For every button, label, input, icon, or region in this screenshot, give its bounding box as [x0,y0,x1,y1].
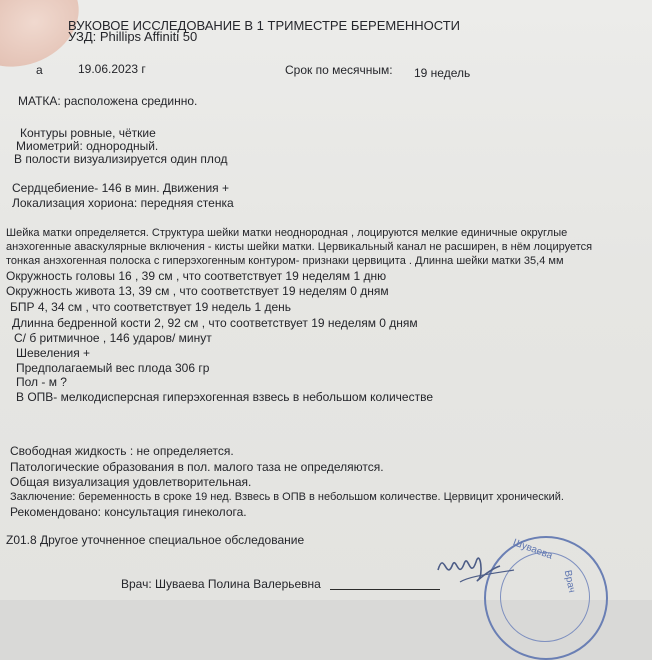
myometrium: Миометрий: однородный. [16,139,159,153]
uterus-position: МАТКА: расположена срединно. [18,94,198,108]
term-label: Срок по месячным: [285,63,393,77]
icd-code: Z01.8 Другое уточненное специальное обследование [6,533,305,547]
date-prefix: а [36,63,43,77]
exam-date: 19.06.2023 г [78,62,146,76]
cervix-line-3: тонкая анэхогенная полоска с гиперэхогенным контуром- признаки цервицита . Длинна шейки матки 35,4 мм [6,255,564,267]
uterine-cavity: В полости визуализируется один плод [14,152,228,166]
biometry-line: С/ б ритмичное , 146 ударов/ минут [14,331,212,345]
cervix-line-2: анэхогенные аваскулярные включения - кисты шейки матки. Цервикальный канал не расширен, в нём лоцируется [6,241,593,253]
uterus-contours: Контуры ровные, чёткие [20,126,156,140]
term-value: 19 недель [414,66,471,80]
biometry-line: Пол - м ? [16,375,67,389]
biometry-line: Окружность живота 13, 39 см , что соответствует 19 неделям 0 дням [6,284,389,298]
stamp-top-text: Шуваева [511,537,554,562]
stamp-side-text: Врач [561,569,578,594]
biometry-line: Окружность головы 16 , 39 см , что соответствует 19 неделям 1 дню [6,269,387,283]
visualization: Общая визуализация удовлетворительная. [10,475,252,489]
chorion-location: Локализация хориона: передняя стенка [12,196,234,210]
pathology: Патологические образования в пол. малого таза не определяются. [10,460,384,474]
biometry-line: БПР 4, 34 см , что соответствует 19 недель 1 день [10,300,292,314]
device-model: Phillips Affiniti 50 [99,29,198,44]
biometry-line: Шевеления + [16,346,91,360]
doctor-name: Врач: Шуваева Полина Валерьевна [121,577,321,591]
heartbeat-line: Сердцебиение- 146 в мин. Движения + [12,181,229,195]
device-row [68,30,197,44]
biometry-line: В ОПВ- мелкодисперсная гиперэхогенная взвесь в небольшом количестве [16,390,434,404]
biometry-line: Предполагаемый вес плода 306 гр [16,361,210,375]
cervix-line-1: Шейка матки определяется. Структура шейки матки неоднородная , лоцируются мелкие единичные округлые [6,227,568,239]
signature-line [330,589,440,590]
document-title: ВУКОВОЕ ИССЛЕДОВАНИЕ В 1 ТРИМЕСТРЕ БЕРЕМЕННОСТИ [68,18,461,33]
free-fluid: Свободная жидкость : не определяется. [10,444,234,458]
biometry-line: Длинна бедренной кости 2, 92 см , что соответствует 19 неделям 0 дням [12,316,418,330]
recommendation: Рекомендовано: консультация гинеколога. [10,505,247,519]
conclusion-summary: Заключение: беременность в сроке 19 нед. Взвесь в ОПВ в небольшом количестве. Цервицит хронический. [10,491,564,503]
signature-icon [430,540,520,590]
device-label: УЗД: [68,29,97,44]
